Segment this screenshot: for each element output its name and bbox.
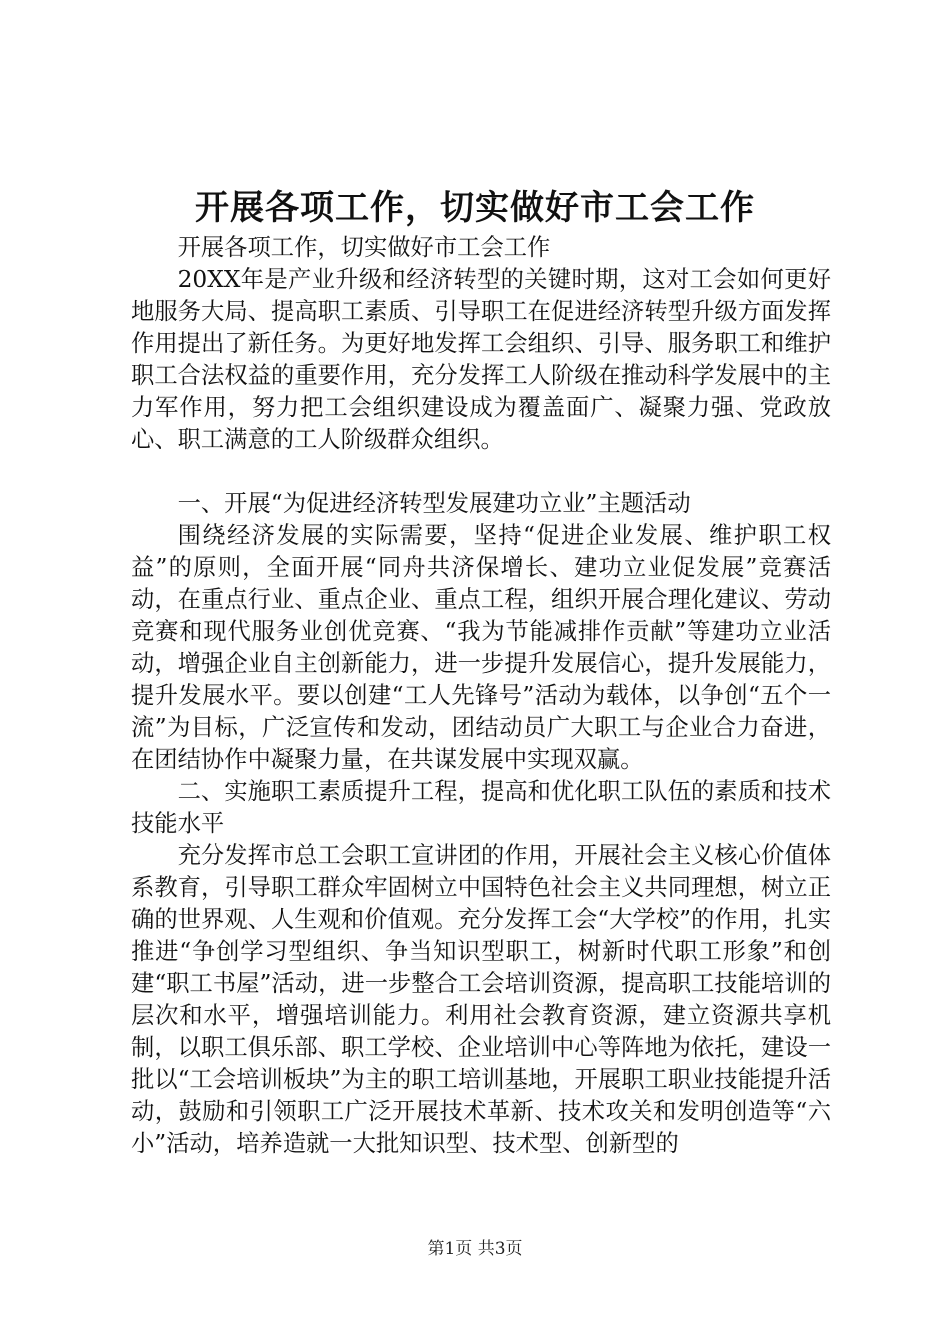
paragraph-intro: 20XX年是产业升级和经济转型的关键时期，这对工会如何更好地服务大局、提高职工素质、引导职工在促进经济转型升级方面发挥作用提出了新任务。为更好地发挥工会组织、引导、服务职工和维护职工合法权益的重要作用，充分发挥工人阶级在推动科学发展中的主力军作用，努力把工会组织建设成为覆盖面广、凝聚力强、党政放心、职工满意的工人阶级群众组织。 (131, 266, 831, 453)
document-body (131, 232, 831, 1160)
paragraph-subtitle: 开展各项工作，切实做好市工会工作 (177, 234, 551, 261)
paragraph-section-2: 充分发挥市总工会职工宣讲团的作用，开展社会主义核心价值体系教育，引导职工群众牢固树立中国特色社会主义共同理想，树立正确的世界观、人生观和价值观。充分发挥工会“大学校”的作用，扎实推进“争创学习型组织、争当知识型职工，树新时代职工形象”和创建“职工书屋”活动，进一步整合工会培训资源，提高职工技能培训的层次和水平，增强培训能力。利用社会教育资源，建立资源共享机制，以职工俱乐部、职工学校、企业培训中心等阵地为依托，建设一批以“工会培训板块”为主的职工培训基地，开展职工职业技能提升活动，鼓励和引领职工广泛开展技术革新、技术攻关和发明创造等“六小”活动，培养造就一大批知识型、技术型、创新型的 (131, 842, 831, 1157)
document-title: 开展各项工作，切实做好市工会工作 (195, 188, 755, 228)
paragraph-section-1: 围绕经济发展的实际需要，坚持“促进企业发展、维护职工权益”的原则，全面开展“同舟共济保增长、建功立业促发展”竞赛活动，在重点行业、重点企业、重点工程，组织开展合理化建议、劳动竞赛和现代服务业创优竞赛、“我为节能减排作贡献”等建功立业活动，增强企业自主创新能力，进一步提升发展信心，提升发展能力，提升发展水平。要以创建“工人先锋号”活动为载体，以争创“五个一流”为目标，广泛宣传和发动，团结动员广大职工与企业合力奋进，在团结协作中凝聚力量，在共谋发展中实现双赢。 (131, 522, 831, 773)
section-heading-2: 二、实施职工素质提升工程，提高和优化职工队伍的素质和技术技能水平 (131, 778, 831, 837)
page-number-footer: 第1页 共3页 (427, 1239, 523, 1259)
section-heading-1: 一、开展“为促进经济转型发展建功立业”主题活动 (177, 490, 691, 517)
